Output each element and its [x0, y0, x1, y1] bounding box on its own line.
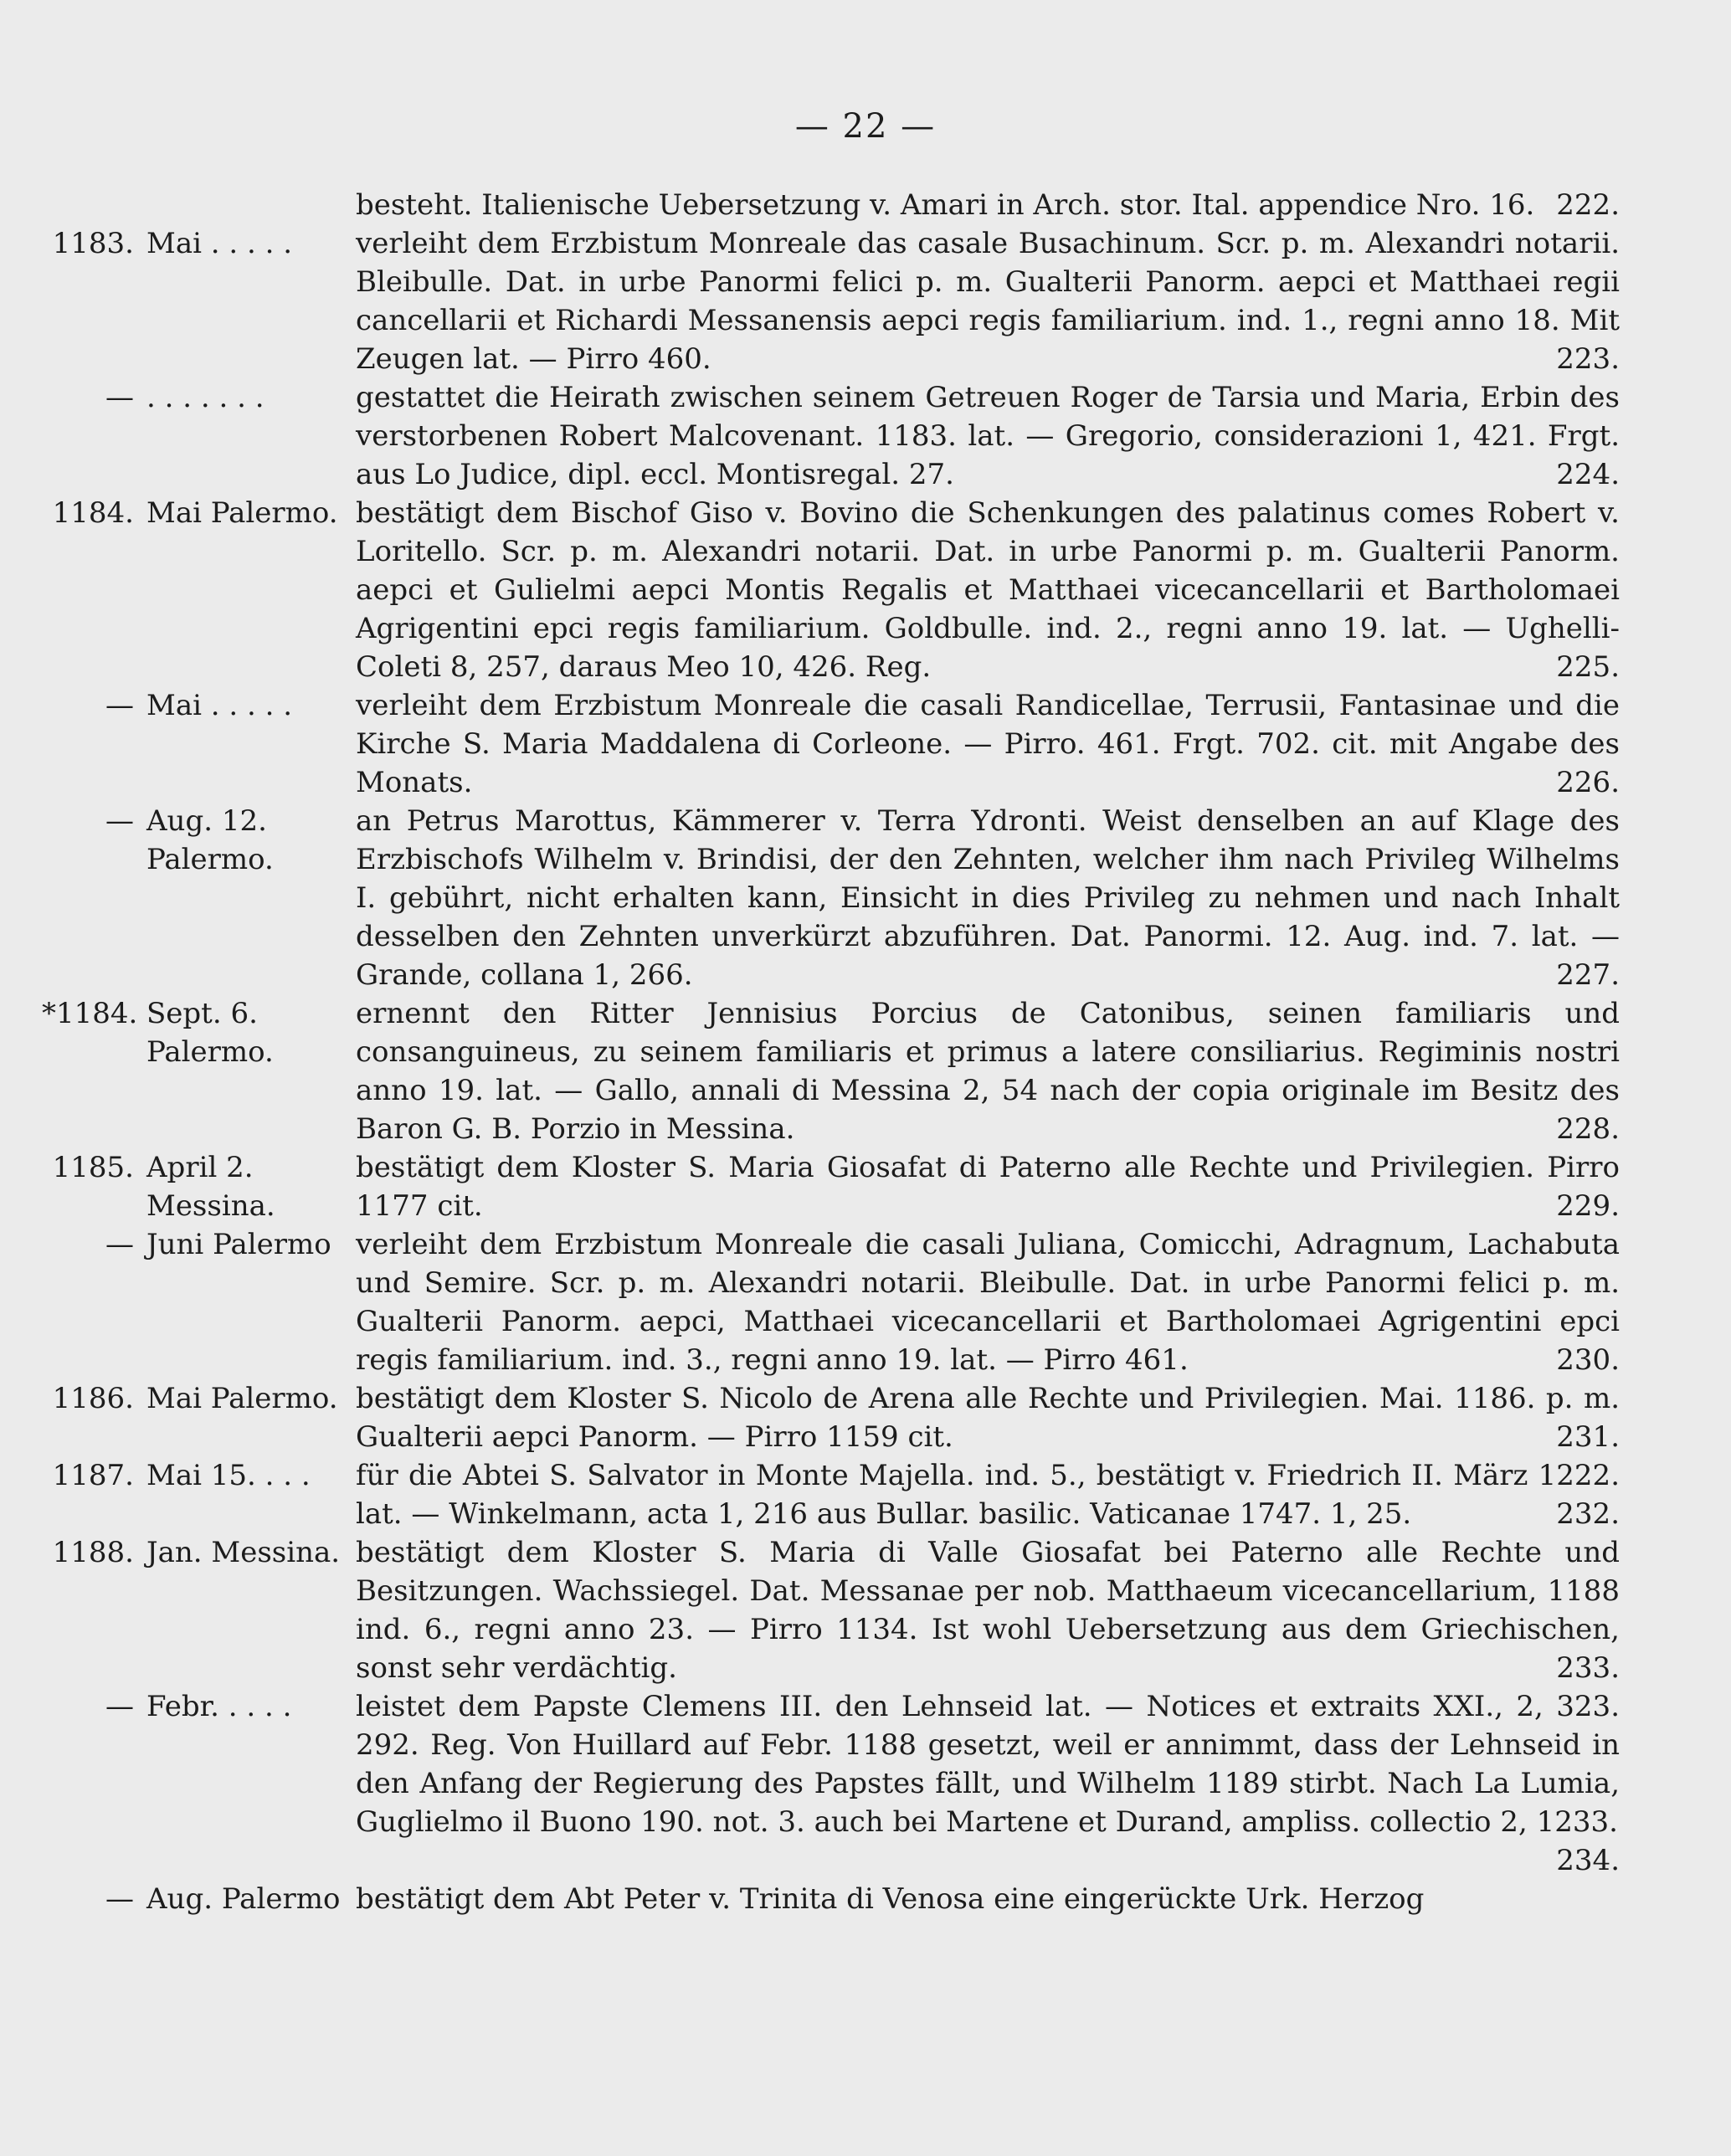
- entry-number: 233.: [1556, 1651, 1620, 1685]
- entry-text-block: [356, 1533, 1620, 1687]
- entry-year: *1184.: [42, 997, 138, 1030]
- entry-text: leistet dem Papste Clemens III. den Lehnseid lat. — Notices et extraits XXI., 2, 323. 292. Reg. Von Huillard auf Febr. 1188 gesetzt, weil er annimmt, dass der Lehnseid in den Anfang der Regierung des Papstes fällt, und Wilhelm 1189 stirbt. Nach La Lumia, Guglielmo il Buono 190. not. 3. auch bei Martene et Durand, ampliss. collectio 2, 1233.: [356, 1690, 1620, 1839]
- entry-text-block: [356, 1379, 1620, 1456]
- entry-year: —: [105, 689, 134, 722]
- entry-number: 226.: [1556, 766, 1620, 799]
- entry-text: bestätigt dem Kloster S. Maria Giosafat di Paterno alle Rechte und Privilegien. Pirro 1177 cit.: [356, 1151, 1620, 1223]
- regest-entry: [0, 224, 1731, 378]
- entry-number: 231.: [1556, 1420, 1620, 1454]
- entry-year: 1183.: [52, 227, 134, 260]
- entry-date: Mai 15. . . .: [146, 1459, 311, 1492]
- entry-text-block: [356, 224, 1620, 378]
- regest-entry: [0, 1456, 1731, 1533]
- entry-text-block: [356, 802, 1620, 994]
- entry-year: 1185.: [52, 1151, 134, 1184]
- entry-text: verleiht dem Erzbistum Monreale die casali Juliana, Comicchi, Adragnum, Lachabuta und Semire. Scr. p. m. Alexandri notarii. Bleibulle. Dat. in urbe Panormi felici p. m. Gualterii Panorm. aepci, Matthaei vicecancellarii et Bartholomaei Agrigentini epci regis familiarium. ind. 3., regni anno 19. lat. — Pirro 461.: [356, 1228, 1620, 1377]
- entry-text-block: [356, 686, 1620, 802]
- entry-number: 224.: [1556, 458, 1620, 491]
- entry-year: —: [105, 804, 134, 838]
- entry-date: Aug. 12. Palermo.: [146, 804, 274, 876]
- entry-number: 232.: [1556, 1497, 1620, 1531]
- regest-entry: [0, 1225, 1731, 1379]
- entry-number: 223.: [1556, 342, 1620, 376]
- regest-entry: [0, 686, 1731, 802]
- entry-text: an Petrus Marottus, Kämmerer v. Terra Ydronti. Weist denselben an auf Klage des Erzbischofs Wilhelm v. Brindisi, der den Zehnten, welcher ihm nach Privileg Wilhelms I. gebührt, nicht erhalten kann, Einsicht in dies Privileg zu nehmen und nach Inhalt desselben den Zehnten unverkürzt abzuführen. Dat. Panormi. 12. Aug. ind. 7. lat. — Grande, collana 1, 266.: [356, 804, 1620, 992]
- entry-date: Mai . . . . .: [146, 689, 293, 722]
- entry-year: —: [105, 1228, 134, 1261]
- entry-date: Febr. . . . .: [146, 1690, 292, 1723]
- entry-number: 229.: [1556, 1189, 1620, 1223]
- entry-text-block: [356, 1225, 1620, 1379]
- entry-date: Mai Palermo.: [146, 496, 338, 530]
- regesta-list: [0, 186, 1731, 1918]
- regest-entry: [0, 1148, 1731, 1225]
- regest-entry: [0, 1687, 1731, 1880]
- entry-text-block: [356, 1687, 1620, 1880]
- regest-entry: [0, 186, 1731, 224]
- entry-number: 228.: [1556, 1112, 1620, 1146]
- entry-text: verleiht dem Erzbistum Monreale die casali Randicellae, Terrusii, Fantasinae und die Kirche S. Maria Maddalena di Corleone. — Pirro. 461. Frgt. 702. cit. mit Angabe des Monats.: [356, 689, 1620, 799]
- entry-text-block: [356, 494, 1620, 686]
- entry-number: 234.: [1556, 1844, 1620, 1877]
- entry-text-block: [356, 1880, 1620, 1918]
- entry-text: bestätigt dem Bischof Giso v. Bovino die Schenkungen des palatinus comes Robert v. Loritello. Scr. p. m. Alexandri notarii. Dat. in urbe Panormi p. m. Gualterii Panorm. aepci et Gulielmi aepci Montis Regalis et Matthaei vicecancellarii et Bartholomaei Agrigentini epci regis familiarium. Goldbulle. ind. 2., regni anno 19. lat. — Ughelli-Coleti 8, 257, daraus Meo 10, 426. Reg.: [356, 496, 1620, 684]
- entry-date: Mai . . . . .: [146, 227, 293, 260]
- entry-text-block: [356, 378, 1620, 494]
- entry-number: 230.: [1556, 1343, 1620, 1377]
- entry-year: —: [105, 1690, 134, 1723]
- entry-text: verleiht dem Erzbistum Monreale das casale Busachinum. Scr. p. m. Alexandri notarii. Bleibulle. Dat. in urbe Panormi felici p. m. Gualterii Panorm. aepci et Matthaei regii cancellarii et Richardi Messanensis aepci regis familiarium. ind. 1., regni anno 18. Mit Zeugen lat. — Pirro 460.: [356, 227, 1620, 376]
- entry-year: 1187.: [52, 1459, 134, 1492]
- regest-entry: [0, 1379, 1731, 1456]
- entry-text: gestattet die Heirath zwischen seinem Getreuen Roger de Tarsia und Maria, Erbin des verstorbenen Robert Malcovenant. 1183. lat. — Gregorio, considerazioni 1, 421. Frgt. aus Lo Judice, dipl. eccl. Montisregal. 27.: [356, 381, 1620, 491]
- entry-text: bestätigt dem Kloster S. Nicolo de Arena alle Rechte und Privilegien. Mai. 1186. p. m. Gualterii aepci Panorm. — Pirro 1159 cit.: [356, 1382, 1620, 1454]
- entry-date: Jan. Messina.: [146, 1536, 341, 1569]
- entry-date: Sept. 6. Palermo.: [146, 997, 274, 1069]
- entry-date: Juni Palermo: [146, 1228, 331, 1261]
- entry-text-block: [356, 1456, 1620, 1533]
- regest-entry: [0, 1533, 1731, 1687]
- entry-date: April 2. Messina.: [146, 1151, 275, 1223]
- entry-year: 1186.: [52, 1382, 134, 1415]
- entry-text-block: [356, 1148, 1620, 1225]
- regest-entry: [0, 1880, 1731, 1918]
- entry-text: bestätigt dem Abt Peter v. Trinita di Venosa eine eingerückte Urk. Herzog: [356, 1882, 1425, 1916]
- entry-year: —: [105, 381, 134, 414]
- entry-text-block: [356, 994, 1620, 1148]
- entry-text: für die Abtei S. Salvator in Monte Majella. ind. 5., bestätigt v. Friedrich II. März 1222. lat. — Winkelmann, acta 1, 216 aus Bullar. basilic. Vaticanae 1747. 1, 25.: [356, 1459, 1620, 1531]
- entry-year: 1184.: [52, 496, 134, 530]
- entry-text-block: [356, 186, 1620, 224]
- entry-date: Mai Palermo.: [146, 1382, 338, 1415]
- regest-entry: [0, 494, 1731, 686]
- entry-text: besteht. Italienische Uebersetzung v. Amari in Arch. stor. Ital. appendice Nro. 16.: [356, 188, 1535, 222]
- entry-number: 225.: [1556, 650, 1620, 684]
- regest-entry: [0, 802, 1731, 994]
- entry-text: ernennt den Ritter Jennisius Porcius de Catonibus, seinen familiaris und consanguineus, zu seinem familiaris et primus a latere consiliarius. Regiminis nostri anno 19. lat. — Gallo, annali di Messina 2, 54 nach der copia originale im Besitz des Baron G. B. Porzio in Messina.: [356, 997, 1620, 1146]
- entry-year: 1188.: [52, 1536, 134, 1569]
- entry-number: 222.: [1556, 188, 1620, 222]
- page-number: — 22 —: [794, 107, 937, 146]
- regest-entry: [0, 994, 1731, 1148]
- entry-number: 227.: [1556, 958, 1620, 992]
- entry-year: —: [105, 1882, 134, 1916]
- entry-date: . . . . . . .: [146, 381, 265, 414]
- entry-text: bestätigt dem Kloster S. Maria di Valle Giosafat bei Paterno alle Rechte und Besitzungen. Wachssiegel. Dat. Messanae per nob. Matthaeum vicecancellarium, 1188 ind. 6., regni anno 23. — Pirro 1134. Ist wohl Uebersetzung aus dem Griechischen, sonst sehr verdächtig.: [356, 1536, 1620, 1685]
- regest-entry: [0, 378, 1731, 494]
- entry-date: Aug. Palermo: [146, 1882, 341, 1916]
